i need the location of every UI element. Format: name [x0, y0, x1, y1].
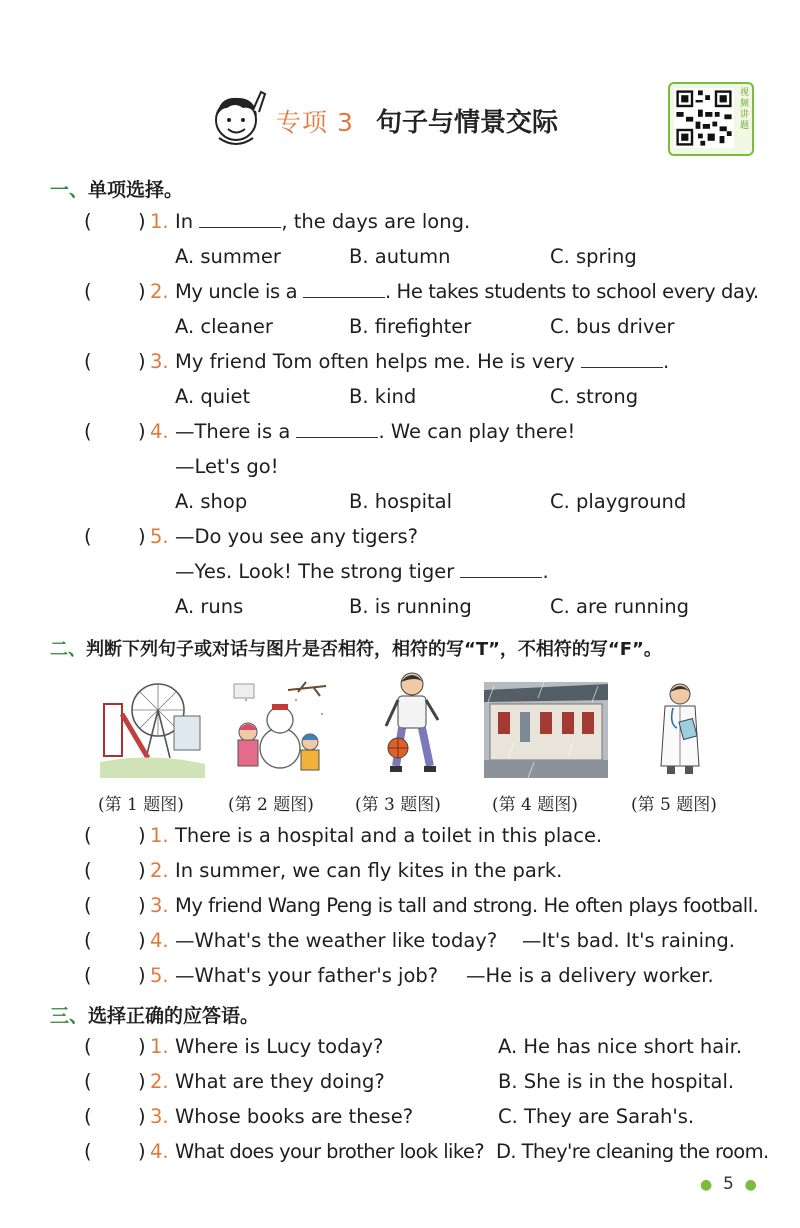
mascot-boy-icon: [205, 86, 267, 152]
picture-caption-2: (第 2 题图): [228, 795, 314, 815]
option-c[interactable]: C. playground: [550, 490, 687, 513]
picture-caption-3: (第 3 题图): [355, 795, 441, 815]
option-b[interactable]: B. autumn: [349, 245, 451, 268]
answer-blank[interactable]: [296, 419, 378, 438]
answer-option[interactable]: D. They're cleaning the room.: [496, 1140, 769, 1163]
section-3-heading: 三、选择正确的应答语。: [50, 1005, 260, 1027]
page-title: 句子与情景交际: [376, 108, 559, 138]
answer-blank[interactable]: [460, 559, 542, 578]
answer-blank[interactable]: [303, 279, 385, 298]
option-a[interactable]: A. summer: [175, 245, 281, 268]
part3-item-1: ( ) 1. Where is Lucy today? A. He has nice short hair.: [0, 1033, 800, 1061]
picture-2-snowman: [226, 680, 331, 778]
part2-item-5: ( ) 5. —What's your father's job? —He is a delivery worker.: [84, 964, 714, 987]
part1-options-3: [0, 383, 800, 411]
part1-options-2: [0, 313, 800, 341]
part3-item-4: ( ) 4. What does your brother look like? D. They're cleaning the room.: [0, 1138, 800, 1166]
section-2-heading: 二、判断下列句子或对话与图片是否相符，相符的写“T”，不相符的写“F”。: [50, 639, 662, 660]
part1-options-5: [0, 593, 800, 621]
part3-item-2: ( ) 2. What are they doing? B. She is in the hospital.: [0, 1068, 800, 1096]
option-c[interactable]: C. are running: [550, 595, 689, 618]
option-a[interactable]: A. runs: [175, 595, 244, 618]
answer-option[interactable]: A. He has nice short hair.: [498, 1035, 743, 1058]
option-b[interactable]: B. hospital: [349, 490, 453, 513]
video-qr-code[interactable]: [668, 82, 754, 156]
option-c[interactable]: C. strong: [550, 385, 639, 408]
option-b[interactable]: B. firefighter: [349, 315, 472, 338]
picture-caption-1: (第 1 题图): [98, 795, 184, 815]
option-a[interactable]: A. quiet: [175, 385, 251, 408]
part2-item-4: ( ) 4. —What's the weather like today? —It's bad. It's raining.: [84, 929, 735, 952]
option-a[interactable]: A. cleaner: [175, 315, 273, 338]
part3-item-3: ( ) 3. Whose books are these? C. They are Sarah's.: [0, 1103, 800, 1131]
part1-question-5: ( ) 5. —Do you see any tigers?: [84, 525, 419, 548]
answer-blank[interactable]: [581, 349, 663, 368]
answer-option[interactable]: C. They are Sarah's.: [498, 1105, 695, 1128]
option-b[interactable]: B. kind: [349, 385, 417, 408]
picture-5-doctor: [655, 680, 705, 778]
part2-item-3: ( ) 3. My friend Wang Peng is tall and strong. He often plays football.: [84, 894, 759, 917]
picture-caption-5: (第 5 题图): [631, 795, 717, 815]
answer-option[interactable]: B. She is in the hospital.: [498, 1070, 735, 1093]
part1-options-4: [0, 488, 800, 516]
option-a[interactable]: A. shop: [175, 490, 248, 513]
part2-item-1: ( ) 1. There is a hospital and a toilet in this place.: [84, 824, 603, 847]
part1-question-5-reply: —Yes. Look! The strong tiger .: [175, 560, 549, 583]
answer-blank[interactable]: [199, 209, 281, 228]
option-c[interactable]: C. bus driver: [550, 315, 675, 338]
part1-options-1: [0, 243, 800, 271]
part1-question-4: ( ) 4. —There is a . We can play there!: [84, 420, 576, 443]
option-c[interactable]: C. spring: [550, 245, 637, 268]
picture-4-rainy-building: [484, 682, 608, 778]
section-1-heading: 一、单项选择。: [50, 179, 184, 201]
picture-3-basketball-boy: [378, 668, 446, 780]
unit-label: 专项 3: [276, 108, 354, 137]
part1-question-1: ( ) 1. In , the days are long.: [84, 210, 471, 233]
part2-item-2: ( ) 2. In summer, we can fly kites in the park.: [84, 859, 563, 882]
page-number: ● 5 ●: [700, 1174, 757, 1194]
option-b[interactable]: B. is running: [349, 595, 472, 618]
qr-code-icon: [674, 88, 734, 148]
qr-tag-text: 视 频 讲 题: [739, 88, 749, 131]
part1-question-4-reply: —Let's go!: [175, 455, 279, 478]
picture-1-playground: [100, 678, 205, 778]
part1-question-3: ( ) 3. My friend Tom often helps me. He is very .: [84, 350, 670, 373]
part1-question-2: ( ) 2. My uncle is a . He takes students to school every day.: [84, 280, 759, 303]
picture-caption-4: (第 4 题图): [492, 795, 578, 815]
